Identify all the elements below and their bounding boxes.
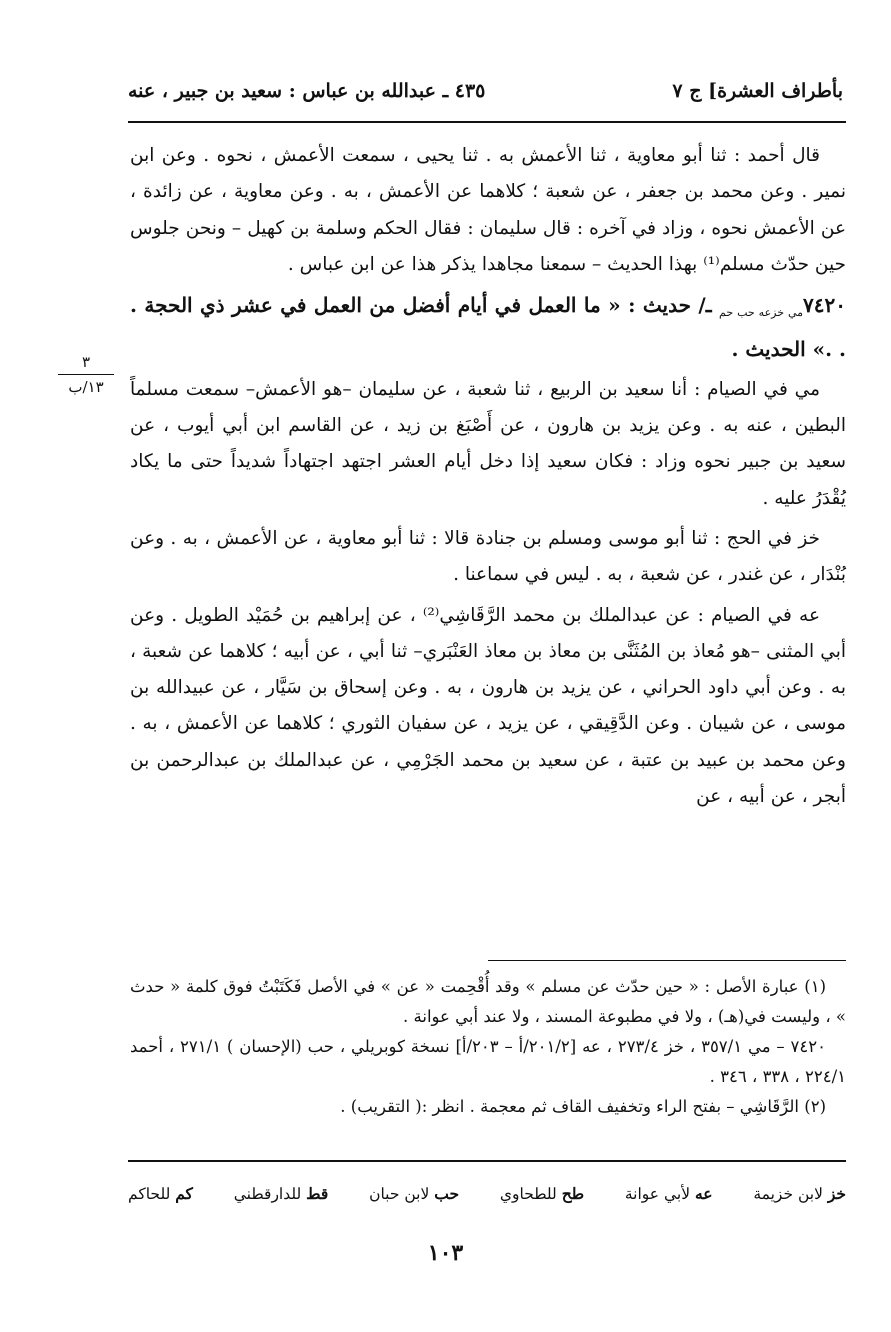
page-number: ١٠٣	[427, 1240, 464, 1266]
abbreviations-rule	[128, 1160, 846, 1162]
margin-ref-rule	[58, 374, 114, 375]
abbr-item: خز لابن خزيمة	[753, 1184, 846, 1203]
footnote-rule	[488, 960, 846, 961]
paragraph-ah: عه في الصيام : عن عبدالملك بن محمد الرَّقَاشِي⁽²⁾ ، عن إبراهيم بن حُمَيْد الطويل . وعن أبي المثنى –هو مُعاذ بن المُثَنَّى بن معاذ بن معاذ العَنْبَري– ثنا أبي ، عن أبيه ؛ كلاهما عن شعبة ، به . وعن أبي داود الحراني ، عن يزيد بن هارون ، به . وعن إسحاق بن سَيَّار ، عن عبيدالله بن موسى ، عن شيبان . وعن الدَّقِيقي ، عن يزيد ، عن سفيان الثوري ؛ كلاهما عن الأعمش ، به . وعن محمد بن عبيد بن عتبة ، عن سعيد بن محمد الجَرْمِي ، عن عبدالملك بن عبدالرحمن بن أبجر ، عن أبيه ، عن	[130, 604, 846, 808]
footnotes	[130, 972, 846, 1122]
abbr-item: حب لابن حبان	[369, 1184, 460, 1203]
hadith-sources: مي خزعه حب حم	[719, 306, 804, 320]
running-header	[128, 74, 843, 108]
abbr-item: كم للحاكم	[128, 1184, 193, 1203]
footnote-2: (٢) الرَّقَاشِي – بفتح الراء وتخفيف القاف ثم معجمة . انظر :( التقريب) .	[340, 1097, 826, 1116]
hadith-title: ـ/ حديث : « ما العمل في أيام أفضل من العمل في عشر ذي الحجة . . .» الحديث .	[130, 293, 846, 362]
abbr-item: قط للدارقطني	[233, 1184, 329, 1203]
abbreviations-key	[128, 1184, 846, 1203]
header-section-title: ٤٣٥ ـ عبدالله بن عباس : سعيد بن جبير ، عنه	[128, 80, 486, 102]
header-book-title: بأطراف العشرة] ج ٧	[672, 80, 843, 102]
margin-ref-bottom: ١٣/ب	[68, 378, 104, 396]
abbr-item: طح للطحاوي	[499, 1184, 585, 1203]
paragraph-khz: خز في الحج : ثنا أبو موسى ومسلم بن جنادة قالا : ثنا أبو معاوية ، عن الأعمش ، به . وعن بُنْدَار ، عن غندر ، عن شعبة ، به . ليس في سماعنا .	[130, 527, 846, 586]
paragraph-ahmad: قال أحمد : ثنا أبو معاوية ، ثنا الأعمش به . ثنا يحيى ، سمعت الأعمش ، نحوه . وعن ابن نمير . وعن محمد بن جعفر ، عن شعبة ؛ كلاهما عن الأعمش ، به . وعن معاوية ، عن زائدة ، عن الأعمش نحوه ، وزاد في آخره : قال سليمان : فقال الحكم وسلمة بن كهيل – ونحن جلوس حين حدّث مسلم⁽¹⁾ بهذا الحديث – سمعنا مجاهدا يذكر هذا عن ابن عباس .	[130, 145, 846, 275]
abbr-item: عه لأبي عوانة	[624, 1184, 713, 1203]
hadith-heading	[130, 287, 846, 368]
header-rule	[128, 121, 846, 123]
paragraph-mi: مي في الصيام : أنا سعيد بن الربيع ، ثنا شعبة ، عن سليمان –هو الأعمش– سمعت مسلماً البطين ، عنه به . وعن يزيد بن هارون ، عن أَصْبَغ بن زيد ، عن القاسم ابن أبي أيوب ، عن سعيد بن جبير نحوه وزاد : فكان سعيد إذا دخل أيام العشر اجتهد اجتهاداً شديداً حتى ما يكاد يُقْدَرُ عليه .	[130, 378, 846, 509]
hadith-number: ٧٤٢٠	[803, 293, 846, 318]
footnote-hadith-ref: ٧٤٢٠ – مي ٣٥٧/١ ، خز ٢٧٣/٤ ، عه [٢٠١/٢/أ – ٢٠٣/أ] نسخة كوبريلي ، حب (الإحسان ) ٢٧١/١ ، أحمد ٢٢٤/١ ، ٣٣٨ ، ٣٤٦ .	[130, 1037, 846, 1086]
footnote-1: (١) عبارة الأصل : « حين حدّث عن مسلم » وقد أُقْحِمت « عن » في الأصل فَكَتَبْتُ فوق كلمة « حدث » ، وليست في(هـ) ، ولا في مطبوعة المسند ، ولا عند أبي عوانة .	[130, 977, 846, 1026]
margin-manuscript-ref	[52, 352, 120, 397]
margin-ref-top: ٣	[81, 353, 91, 371]
main-text	[130, 138, 846, 815]
